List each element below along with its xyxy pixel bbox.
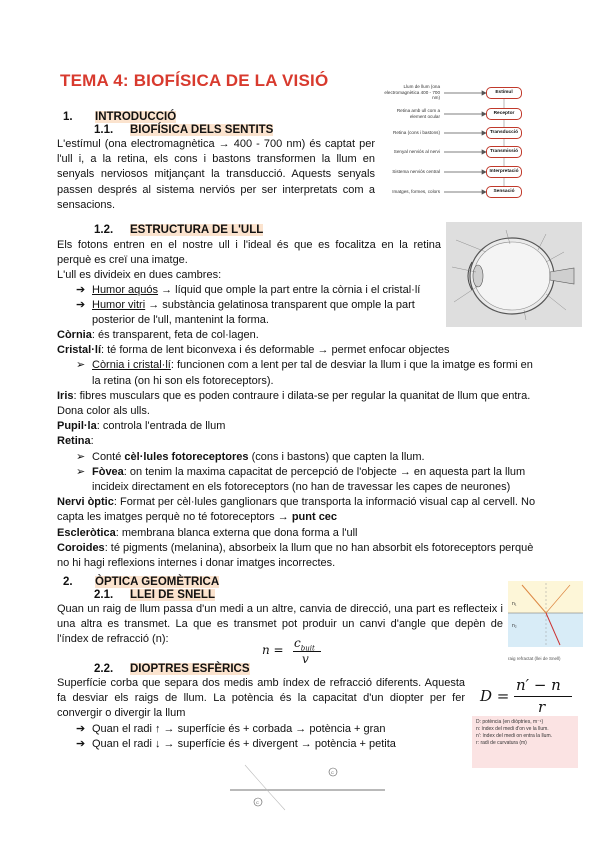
coroides-item: Coroides: té pigments (melanina), absorbeix la llum que no han absorbit els fotoreceptors perquè no hi hagi reflexions internes i donar imatges incorrectes.: [57, 541, 534, 570]
flow-label: Llum de llum (ona electromagnètica 400 - 700 nm): [384, 84, 440, 100]
list-item: ➔ Humor aquós → líquid que omple la part entre la còrnia i el cristal·lí: [76, 284, 421, 296]
flow-box: Transmissió: [486, 146, 522, 158]
nervi-item: Nervi òptic: Format per cèl·lules ganglionars que transporta la informació visual cap al cervell. No capta les imatges perquè no té fotoreceptors → punt cec: [57, 496, 536, 524]
flow-box: Interpretació: [486, 166, 522, 178]
flow-box: Receptor: [486, 108, 522, 120]
cristalli-item: Cristal·lí: té forma de lent biconvexa i és deformable → permet enfocar objectes: [57, 344, 450, 357]
diopter-sketch: [225, 760, 390, 816]
formula-legend: D: potència (en diòptries, m⁻¹) n: índex del medi d'on ve la llum. n': índex del medi on entra la llum. r: radi de curvatura (m): [472, 716, 578, 768]
svg-text:n₁: n₁: [512, 601, 517, 607]
eye-parts-list: [57, 328, 547, 571]
flow-label: Retina amb ull com a element ocular: [396, 108, 440, 119]
list-item: ➔ Quan el radi ↑ → superfície és + corbada → potència + gran: [76, 723, 386, 735]
flow-label: Sistema nerviós central: [392, 169, 440, 174]
section-1-1-heading: 1.1. BIOFÍSICA DELS SENTITS: [94, 124, 274, 136]
diopter-paragraph: Superfície corba que separa dos medis amb índex de refracció diferents. Aquesta fa desviar els raigs de llum. La potència és la capacitat d'un diopter per fer convergir o divergir la llum: [57, 677, 465, 720]
section-2-2-heading: 2.2. DIOPTRES ESFÈRICS: [94, 663, 250, 675]
svg-text:C: C: [256, 800, 259, 805]
section-1-heading: 1. INTRODUCCIÓ: [63, 111, 177, 123]
section-2-heading: 2. ÒPTICA GEOMÈTRICA: [63, 576, 220, 588]
page-title: TEMA 4: BIOFÍSICA DE LA VISIÓ: [60, 71, 329, 90]
section-1-2-heading: 1.2. ESTRUCTURA DE L'ULL: [94, 224, 264, 236]
section-2-1-heading: 2.1. LLEI DE SNELL: [94, 589, 215, 601]
list-item: ➔ Quan el radi ↓ → superfície és + divergent → potència + petita: [76, 738, 396, 751]
list-item: ➢ Conté cèl·lules fotoreceptores (cons i bastons) que capten la llum.: [76, 450, 425, 463]
flow-box: Sensació: [486, 186, 522, 198]
escleratica-item: Escleròtica: membrana blanca externa que dona forma a l'ull: [57, 526, 358, 539]
list-item: ➢ Fòvea: on tenim la maxima capacitat de percepció de l'objecte → en aquesta part la llum incideix directament en els fotoreceptors (no han de travessar les capes de neurones): [76, 465, 526, 494]
chambers-list: [76, 283, 441, 329]
snell-diagram: [508, 581, 583, 659]
pupil-item: Pupil·la: controla l'entrada de llum: [57, 420, 226, 433]
retina-item: Retina:: [57, 435, 94, 448]
intro-paragraph: L'estímul (ona electromagnètica → 400 - 700 nm) és captat per l'ull i, a la retina, els cons i bastons transformen la llum en senyals nerviosos mitjançant la transducció. Aquests senyals passen després al sistema nerviós per ser interpretats com a sensacions.: [57, 138, 375, 211]
eye-anatomy-diagram: [446, 222, 582, 327]
structure-paragraph: Els fotons entren en el nostre ull i l'ideal és que es focalitza en la retina perquè es creï una imatge. L'ull es divideix en dues cambres:: [57, 239, 441, 282]
snell-paragraph: Quan un raig de llum passa d'un medi a un altre, canvia de direcció, una part es reflecteix i una altra es transmet. La que es transmet pot produir un canvi d'angle que depèn de l'índex de refracció (n):: [57, 603, 503, 646]
snell-caption: raig refractat (llei de Snell): [508, 656, 561, 661]
svg-text:n₂: n₂: [512, 623, 517, 629]
cornia-item: Còrnia: és transparent, feta de col·lagen.: [57, 329, 259, 341]
diopter-list: [76, 722, 456, 752]
flow-box: Transducció: [486, 127, 522, 139]
iris-item: Iris: fibres musculars que es poden contraure i dilata-se per regular la quanitat de llum que entra. Dona color als ulls.: [57, 389, 531, 418]
sensation-flowchart: [382, 82, 542, 206]
flow-label: Senyal nerviós al nervi: [393, 149, 440, 154]
list-item: ➔ Humor vitri → substància gelatinosa transparent que omple la part posterior de l'ull, mantenint la forma.: [76, 299, 415, 327]
flow-label: Imatges, formes, colors: [392, 189, 440, 194]
svg-text:C: C: [331, 770, 334, 775]
list-item: ➢ Còrnia i cristal·lí: funcionen com a lent per tal de desviar la llum i que la imatge es formi en la retina (on hi son els fotoreceptors).: [76, 359, 533, 387]
flow-box: Estímul: [486, 87, 522, 99]
flow-label: Retina (cons i bastons): [393, 130, 440, 135]
